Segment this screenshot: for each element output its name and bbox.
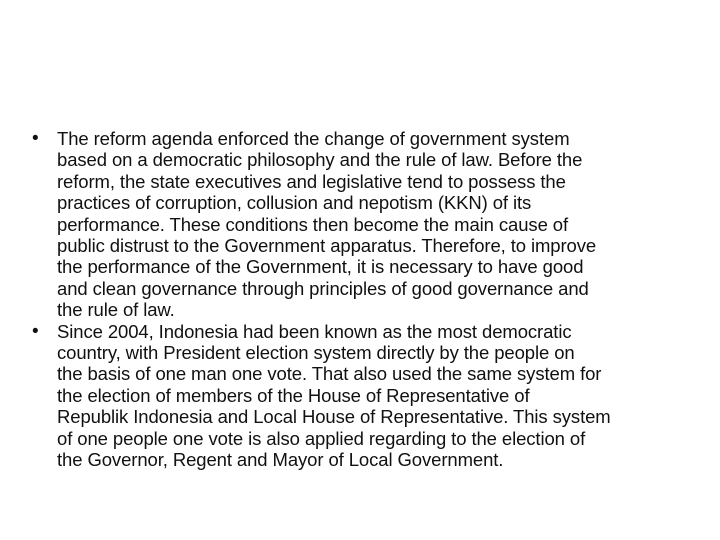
text-line: of one people one vote is also applied regarding to the election of (57, 427, 586, 449)
text-line: based on a democratic philosophy and the rule of law. Before the (57, 149, 583, 171)
text-line: the rule of law. (57, 299, 175, 321)
bullet-icon: • (32, 320, 39, 342)
text-line: performance. These conditions then become the main cause of (57, 213, 569, 235)
text-line: the performance of the Government, it is necessary to have good (57, 256, 584, 278)
text-line: reform, the state executives and legislative tend to possess the (57, 170, 566, 192)
bullet-item-reform-agenda (30, 128, 710, 321)
text-line: and clean governance through principles of good governance and (57, 277, 589, 299)
text-line: public distrust to the Government apparatus. Therefore, to improve (57, 235, 597, 257)
text-line: Since 2004, Indonesia had been known as the most democratic (57, 320, 572, 342)
text-line: the Governor, Regent and Mayor of Local Government. (57, 449, 504, 471)
text-line: country, with President election system directly by the people on (57, 342, 575, 364)
text-line: Republik Indonesia and Local House of Representative. This system (57, 406, 611, 428)
text-line: the basis of one man one vote. That also used the same system for (57, 363, 602, 385)
bullet-icon: • (32, 128, 39, 149)
text-line: the election of members of the House of Representative of (57, 384, 530, 406)
bullet-item-democracy-since-2004 (30, 321, 710, 471)
slide-body (30, 128, 710, 471)
text-line: The reform agenda enforced the change of government system (57, 128, 570, 149)
text-line: practices of corruption, collusion and nepotism (KKN) of its (57, 192, 532, 214)
